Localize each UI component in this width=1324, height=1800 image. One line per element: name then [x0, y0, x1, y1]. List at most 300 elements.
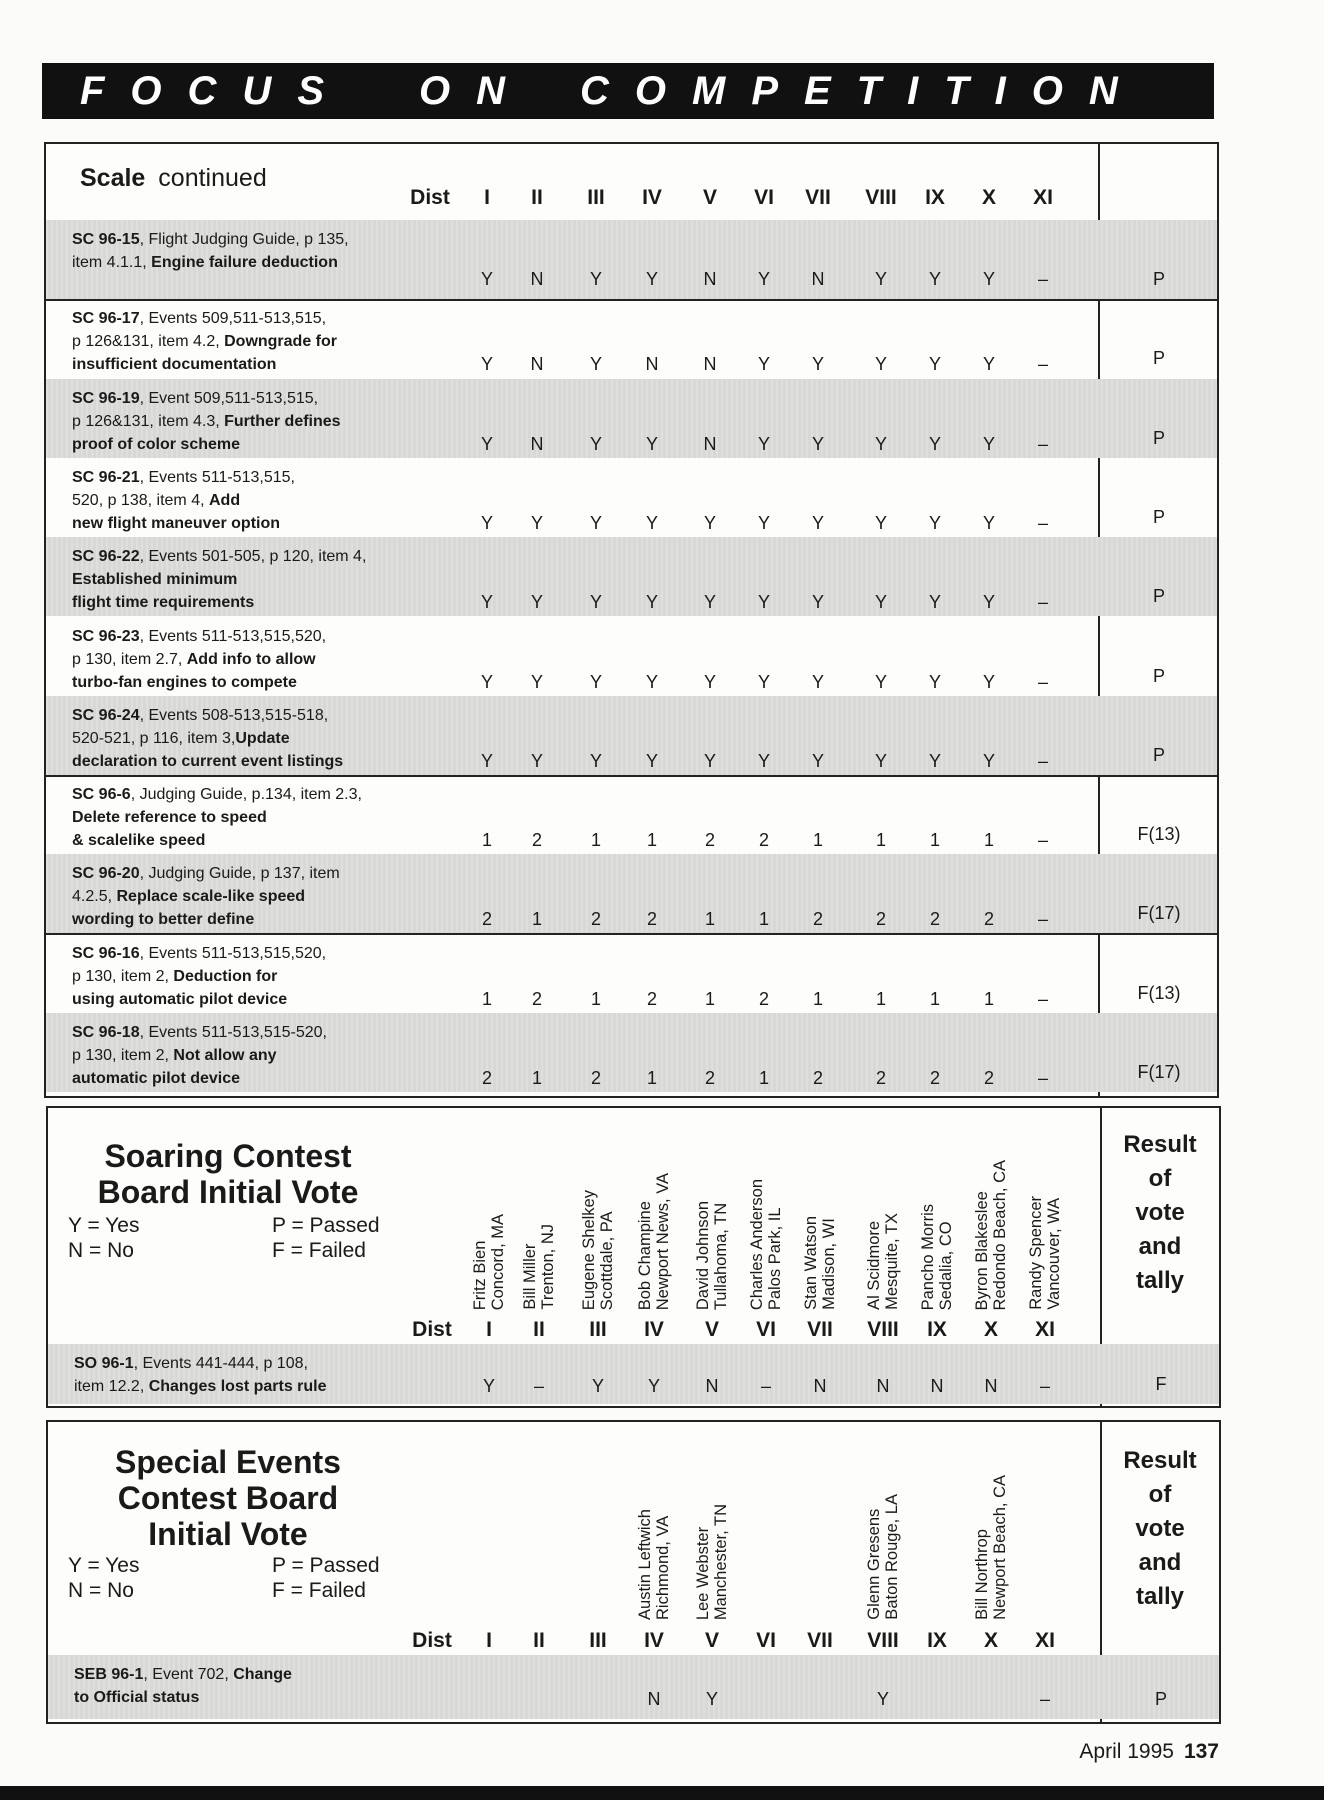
district-vote: 1	[983, 830, 995, 851]
district-vote: 1	[875, 830, 887, 851]
legend-passed: P = Passed	[272, 1554, 380, 1577]
district-header: VII	[807, 1318, 833, 1341]
district-vote: Y	[645, 269, 659, 289]
description-line	[72, 489, 295, 512]
description-bold-text: SC 96-22	[72, 548, 140, 566]
board-member	[694, 1504, 730, 1620]
district-vote: N	[530, 269, 544, 289]
description-bold-text: Add	[208, 491, 241, 509]
district-vote: Y	[811, 750, 825, 771]
district-vote: Y	[530, 671, 544, 692]
vote-row	[46, 537, 1217, 616]
description-text: , Flight Judging Guide, p 135,	[139, 231, 349, 248]
description-bold-text: SEB 96-1	[74, 1666, 144, 1683]
district-vote: Y	[757, 354, 771, 375]
description-line	[72, 862, 340, 885]
description-line	[72, 1067, 327, 1090]
member-location: Newport Beach, CA	[991, 1475, 1009, 1620]
description-bold-text: Changes lost parts rule	[148, 1378, 327, 1395]
member-name: Bill Northrop	[973, 1529, 991, 1620]
district-vote: Y	[530, 592, 544, 613]
proposal-description	[72, 387, 341, 456]
district-vote: –	[1037, 988, 1049, 1009]
district-header: VIII	[867, 1629, 899, 1652]
district-vote: Y	[811, 671, 825, 692]
vote-row	[46, 458, 1217, 537]
district-vote: Y	[874, 512, 888, 533]
description-line	[72, 433, 341, 456]
description-text: p 130, item 2,	[72, 1047, 174, 1064]
description-text: , Events 501-505, p 120, item 4,	[139, 548, 367, 566]
district-header: I	[484, 186, 490, 209]
page-edge	[0, 1786, 1324, 1800]
district-vote: Y	[589, 354, 603, 375]
district-vote: N	[984, 1376, 998, 1396]
vote-row	[46, 617, 1217, 696]
board-member	[865, 1494, 901, 1620]
description-line	[72, 330, 337, 353]
district-header: VI	[754, 186, 774, 209]
description-bold-text: Not allow any	[173, 1047, 277, 1064]
member-location: Sedalia, CO	[937, 1221, 955, 1310]
vote-result: F	[1155, 1374, 1167, 1394]
district-vote: Y	[480, 671, 494, 692]
district-vote: N	[645, 354, 659, 375]
district-header: XI	[1035, 1318, 1055, 1341]
district-vote: Y	[757, 512, 771, 533]
member-name: Austin Leftwich	[636, 1509, 654, 1620]
district-vote: –	[1037, 512, 1049, 533]
description-text: p 126&131, item 4.2,	[72, 333, 225, 351]
district-header: V	[702, 186, 718, 209]
vote-row	[46, 1013, 1217, 1092]
member-location: Tullahoma, TN	[712, 1202, 730, 1310]
member-name: Pancho Morris	[919, 1203, 937, 1310]
district-vote: Y	[589, 592, 603, 613]
district-vote: Y	[703, 512, 717, 533]
description-bold-text: Update	[235, 729, 290, 747]
district-vote: 1	[646, 1068, 658, 1088]
description-bold-text: flight time requirements	[72, 594, 255, 612]
section-banner	[42, 63, 1214, 119]
description-line	[72, 410, 341, 433]
district-header: I	[486, 1629, 492, 1652]
board-member	[865, 1213, 901, 1310]
description-line	[74, 1375, 327, 1398]
description-bold-text: Engine failure deduction	[151, 254, 338, 271]
description-line	[72, 387, 341, 410]
district-vote: Y	[480, 269, 494, 289]
district-vote: Y	[928, 433, 942, 454]
proposal-description	[72, 228, 349, 274]
district-vote: Y	[589, 269, 603, 289]
district-vote: 1	[531, 1068, 543, 1088]
dist-label: Dist	[412, 1629, 452, 1652]
proposal-description	[72, 1021, 327, 1090]
district-header: VII	[807, 1629, 833, 1652]
soaring-vote-table	[46, 1106, 1221, 1408]
legend-passed: P = Passed	[272, 1214, 380, 1237]
result-header-line: of	[1148, 1165, 1172, 1192]
description-text: , Events 511-513,515,	[139, 468, 295, 486]
description-text: , Judging Guide, p.134, item 2.3,	[130, 786, 362, 804]
result-header-line: vote	[1135, 1515, 1185, 1542]
description-bold-text: Add info to allow	[186, 650, 316, 668]
description-line	[72, 965, 326, 988]
vote-result: F(13)	[1137, 824, 1181, 845]
result-header-line: of	[1148, 1481, 1172, 1508]
district-header: X	[983, 1629, 999, 1652]
vote-row	[48, 1344, 1219, 1404]
district-vote: 2	[590, 1068, 602, 1088]
district-vote: 2	[983, 909, 995, 930]
district-vote: Y	[982, 512, 996, 533]
district-vote: Y	[874, 750, 888, 771]
board-member	[471, 1214, 507, 1310]
description-text: p 130, item 2.7,	[72, 650, 187, 668]
district-vote: N	[703, 433, 717, 454]
district-vote: 1	[812, 830, 824, 851]
scale-vote-table	[44, 142, 1219, 1098]
vote-result: P	[1152, 665, 1166, 686]
district-vote: Y	[757, 750, 771, 771]
district-vote: Y	[928, 671, 942, 692]
district-vote: –	[1037, 750, 1049, 771]
vote-result: P	[1152, 427, 1166, 448]
result-header-line: tally	[1135, 1583, 1185, 1610]
board-member	[748, 1179, 784, 1310]
district-vote: 2	[812, 909, 824, 930]
district-vote: Y	[874, 269, 888, 289]
description-line	[72, 648, 326, 671]
district-vote: 1	[758, 1068, 770, 1088]
table-heading	[80, 164, 267, 193]
description-bold-text: Delete reference to speed	[72, 809, 267, 827]
member-name: Stan Watson	[802, 1216, 820, 1310]
description-line	[72, 988, 326, 1011]
district-vote: N	[530, 433, 544, 454]
description-line	[74, 1686, 292, 1709]
board-title-line: Board Initial Vote	[97, 1174, 359, 1210]
description-line	[72, 545, 366, 568]
description-line	[72, 512, 295, 535]
district-vote: 1	[531, 909, 543, 930]
member-name: Charles Anderson	[748, 1178, 766, 1310]
district-vote: Y	[645, 750, 659, 771]
vote-row	[46, 299, 1217, 378]
banner-word: COMPETITION	[580, 69, 1144, 113]
district-vote: 1	[929, 830, 941, 851]
district-vote: Y	[591, 1376, 605, 1396]
district-vote: –	[1037, 671, 1049, 692]
member-location: Palos Park, IL	[766, 1207, 784, 1310]
description-bold-text: SC 96-21	[72, 468, 140, 486]
district-header: VIII	[865, 186, 897, 209]
district-vote: Y	[530, 750, 544, 771]
district-vote: 1	[481, 988, 493, 1009]
vote-row	[46, 775, 1217, 854]
result-header-line: and	[1138, 1233, 1182, 1260]
description-bold-text: & scalelike speed	[72, 832, 206, 850]
district-vote: –	[1039, 1689, 1051, 1709]
district-header: IV	[644, 1629, 664, 1652]
description-line	[72, 671, 326, 694]
result-header	[1100, 1128, 1220, 1298]
district-vote: 2	[758, 988, 770, 1009]
description-line	[72, 228, 349, 251]
district-vote: 2	[758, 830, 770, 851]
vote-result: P	[1152, 269, 1166, 289]
description-text: , Events 511-513,515,520,	[139, 944, 327, 962]
district-vote: –	[760, 1376, 772, 1396]
proposal-description	[72, 862, 340, 931]
district-header: IV	[642, 186, 662, 209]
description-line	[72, 568, 366, 591]
member-location: Baton Rouge, LA	[883, 1494, 901, 1620]
member-location: Concord, MA	[489, 1213, 507, 1310]
district-vote: Y	[811, 433, 825, 454]
result-header-line: and	[1138, 1549, 1182, 1576]
description-bold-text: SC 96-17	[72, 310, 140, 328]
description-text: , Events 508-513,515-518,	[139, 706, 329, 724]
board-member	[919, 1204, 955, 1310]
description-bold-text: SC 96-23	[72, 627, 140, 645]
vote-result: P	[1152, 586, 1166, 607]
district-vote: Y	[645, 512, 659, 533]
proposal-description	[72, 783, 362, 852]
district-vote: Y	[982, 592, 996, 613]
banner-word: FOCUS	[80, 69, 350, 113]
district-vote: Y	[589, 512, 603, 533]
member-name: Lee Webster	[694, 1526, 712, 1620]
district-vote: 2	[983, 1068, 995, 1088]
district-vote: Y	[589, 750, 603, 771]
district-vote: –	[1037, 592, 1049, 613]
description-line	[72, 251, 349, 274]
district-vote: –	[1037, 909, 1049, 930]
district-vote: 2	[531, 830, 543, 851]
district-vote: Y	[645, 592, 659, 613]
district-vote: Y	[874, 592, 888, 613]
description-bold-text: SC 96-6	[72, 786, 131, 804]
district-vote: Y	[811, 592, 825, 613]
district-vote: 2	[704, 830, 716, 851]
district-vote: N	[647, 1689, 661, 1709]
vote-result: P	[1152, 744, 1166, 765]
district-vote: 1	[929, 988, 941, 1009]
description-bold-text: SC 96-15	[72, 231, 140, 248]
district-vote: N	[811, 269, 825, 289]
district-vote: Y	[480, 512, 494, 533]
district-vote: 1	[812, 988, 824, 1009]
description-bold-text: to Official status	[74, 1689, 200, 1706]
description-line	[72, 750, 343, 773]
description-bold-text: Further defines	[224, 412, 341, 430]
district-header: III	[589, 1629, 607, 1652]
description-bold-text: Replace scale-like speed	[116, 888, 306, 906]
district-vote: 2	[704, 1068, 716, 1088]
district-vote: 2	[875, 1068, 887, 1088]
district-vote: N	[705, 1376, 719, 1396]
member-name: Bill Miller	[521, 1244, 539, 1310]
board-title-line: Initial Vote	[148, 1516, 308, 1552]
district-vote: 1	[704, 988, 716, 1009]
description-text: , Event 509,511-513,515,	[139, 389, 319, 407]
description-bold-text: using automatic pilot device	[72, 990, 288, 1008]
district-vote: Y	[982, 433, 996, 454]
board-member	[802, 1216, 838, 1310]
page-footer	[1079, 1740, 1219, 1764]
board-title-line: Soaring Contest	[104, 1138, 352, 1174]
description-line	[72, 806, 362, 829]
district-header: X	[983, 1318, 999, 1341]
board-member	[694, 1201, 730, 1310]
description-bold-text: proof of color scheme	[72, 435, 241, 453]
district-vote: Y	[811, 512, 825, 533]
page-number: 137	[1183, 1740, 1219, 1763]
district-header: VI	[756, 1318, 776, 1341]
member-location: Trenton, NJ	[539, 1224, 557, 1310]
district-vote: Y	[928, 512, 942, 533]
district-vote: Y	[530, 512, 544, 533]
description-line	[72, 625, 326, 648]
board-member	[636, 1509, 672, 1620]
district-vote: 1	[875, 988, 887, 1009]
description-line	[72, 885, 340, 908]
district-vote: 1	[704, 909, 716, 930]
district-vote: Y	[874, 354, 888, 375]
district-vote: –	[1039, 1376, 1051, 1396]
district-header: XI	[1033, 186, 1053, 209]
member-location: Vancouver, WA	[1045, 1198, 1063, 1310]
proposal-description	[72, 545, 366, 614]
dist-label: Dist	[412, 1318, 452, 1341]
district-vote: Y	[480, 592, 494, 613]
district-header: IV	[644, 1318, 664, 1341]
district-vote: Y	[705, 1689, 719, 1709]
proposal-description	[72, 466, 295, 535]
description-line	[72, 704, 343, 727]
description-line	[72, 829, 362, 852]
vote-result: P	[1152, 506, 1166, 527]
section-subtitle: continued	[158, 164, 267, 192]
district-vote: Y	[757, 671, 771, 692]
district-vote: Y	[928, 592, 942, 613]
district-vote: Y	[928, 750, 942, 771]
district-vote: Y	[480, 750, 494, 771]
district-vote: 2	[481, 909, 493, 930]
description-bold-text: SC 96-24	[72, 706, 140, 724]
description-text: 520, p 138, item 4,	[72, 491, 209, 509]
district-vote: 1	[983, 988, 995, 1009]
legend-failed: F = Failed	[272, 1579, 366, 1602]
member-location: Madison, WI	[820, 1218, 838, 1310]
board-member	[973, 1475, 1009, 1620]
description-text: , Judging Guide, p 137, item	[139, 865, 340, 883]
board-member	[973, 1160, 1009, 1310]
description-line	[72, 942, 326, 965]
description-bold-text: SC 96-16	[72, 944, 140, 962]
district-header: IX	[925, 186, 945, 209]
district-vote: Y	[982, 269, 996, 289]
member-name: Randy Spencer	[1027, 1196, 1045, 1310]
district-header: III	[587, 186, 605, 209]
description-text: item 4.1.1,	[72, 254, 152, 271]
member-location: Richmond, VA	[654, 1515, 672, 1620]
description-line	[74, 1663, 292, 1686]
description-text: , Events 441-444, p 108,	[133, 1355, 308, 1372]
district-vote: N	[876, 1376, 890, 1396]
district-vote: Y	[757, 592, 771, 613]
district-header: II	[533, 1629, 545, 1652]
district-vote: Y	[645, 671, 659, 692]
district-vote: –	[533, 1376, 545, 1396]
vote-row	[46, 379, 1217, 458]
district-vote: N	[530, 354, 544, 375]
district-vote: Y	[982, 750, 996, 771]
vote-row	[46, 696, 1217, 777]
district-vote: Y	[647, 1376, 661, 1396]
board-title	[58, 1138, 398, 1210]
member-name: David Johnson	[694, 1200, 712, 1310]
result-header-line: Result	[1123, 1131, 1197, 1158]
district-vote: 2	[590, 909, 602, 930]
district-vote: Y	[703, 592, 717, 613]
district-vote: Y	[589, 671, 603, 692]
vote-row	[46, 220, 1217, 301]
result-header-line: tally	[1135, 1267, 1185, 1294]
description-text: p 126&131, item 4.3,	[72, 412, 225, 430]
vote-row	[46, 854, 1217, 935]
district-header: V	[704, 1629, 720, 1652]
district-vote: Y	[589, 433, 603, 454]
description-bold-text: SC 96-19	[72, 389, 140, 407]
issue-date: April 1995	[1079, 1740, 1174, 1763]
district-vote: Y	[811, 354, 825, 375]
district-vote: –	[1037, 830, 1049, 851]
district-header: IX	[927, 1629, 947, 1652]
member-location: Mesquite, TX	[883, 1213, 901, 1310]
description-text: 520-521, p 116, item 3,	[72, 729, 236, 747]
district-header: VIII	[867, 1318, 899, 1341]
description-text: , Event 702,	[143, 1666, 234, 1683]
legend-no: N = No	[68, 1239, 134, 1262]
proposal-description	[72, 704, 343, 773]
district-vote: 2	[481, 1068, 493, 1088]
description-line	[72, 1021, 327, 1044]
banner-word: ON	[419, 69, 531, 113]
district-header: I	[486, 1318, 492, 1341]
district-vote: N	[703, 269, 717, 289]
vote-result: F(17)	[1137, 1062, 1181, 1082]
district-vote: 2	[531, 988, 543, 1009]
board-title-line: Contest Board	[117, 1480, 339, 1516]
district-header: II	[533, 1318, 545, 1341]
section-title: Scale	[80, 164, 146, 192]
district-vote: Y	[982, 671, 996, 692]
district-vote: 1	[590, 988, 602, 1009]
description-bold-text: SO 96-1	[74, 1355, 134, 1372]
description-text: p 130, item 2,	[72, 967, 174, 985]
description-bold-text: automatic pilot device	[72, 1070, 241, 1087]
member-location: Scottdale, PA	[598, 1211, 616, 1310]
district-vote: –	[1037, 354, 1049, 375]
district-vote: Y	[874, 671, 888, 692]
board-member	[636, 1173, 672, 1310]
district-vote: 2	[929, 1068, 941, 1088]
district-header: VI	[756, 1629, 776, 1652]
vote-result: P	[1154, 1689, 1168, 1709]
